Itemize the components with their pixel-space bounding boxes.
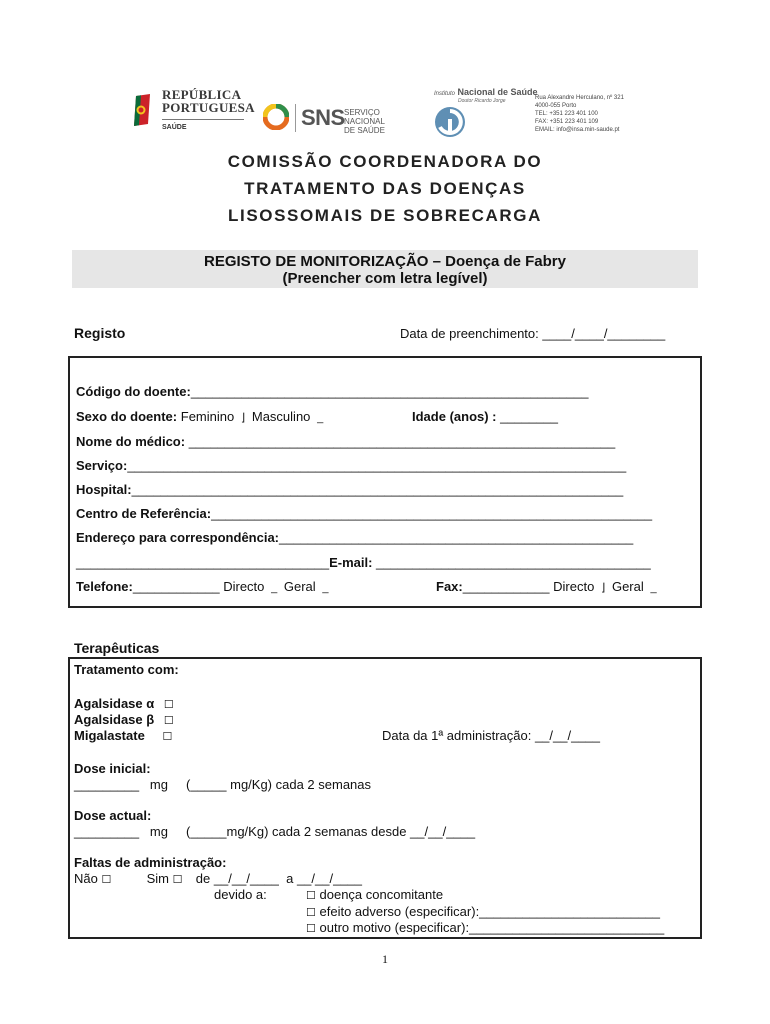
endereco-row [76,530,633,545]
republica-divider [162,119,244,120]
agalsidase-alfa-checkbox[interactable]: ☐ [163,699,174,711]
servico-label: Serviço: [76,458,128,473]
masculino-label: Masculino [251,409,311,424]
motivo-efeito-checkbox[interactable]: ☐ [306,907,316,919]
insa-prefix: Instituto [434,91,456,97]
sim-label: Sim [146,871,169,886]
contact-line: Rua Alexandre Herculano, nº 321 [535,95,624,101]
codigo-row [76,384,588,399]
nao-checkbox[interactable]: ☐ [101,874,112,886]
faltas-label: Faltas de administração: [74,855,227,870]
email-field[interactable]: ______________________________________ [376,555,651,570]
sexo-row [76,409,696,424]
telefone-geral-label: Geral [283,579,316,594]
fax-geral-label: Geral [611,579,644,594]
dose-actual-field[interactable]: _________ mg (_____mg/Kg) cada 2 semanas desde __/__/____ [74,824,476,839]
republica-line1: REPÚBLICA [162,87,242,102]
commission-title [0,148,770,229]
servico-row [76,458,626,473]
tratamento-label: Tratamento com: [74,662,179,677]
telefone-field[interactable]: ____________ [132,579,220,594]
motivo-outro-row [306,920,664,935]
periodo-field[interactable]: de __/__/____ a __/__/____ [195,871,363,886]
masculino-checkbox[interactable]: _ [314,412,324,424]
republica-portuguesa-logo [128,88,258,138]
fax-field[interactable]: ____________ [462,579,550,594]
republica-line2: PORTUGUESA [162,100,255,115]
feminino-label: Feminino [180,409,235,424]
sim-checkbox[interactable]: ☐ [172,874,183,886]
idade-label: Idade (anos) : [412,409,497,424]
telefone-label: Telefone: [76,579,133,594]
idade-field[interactable]: ________ [500,409,558,424]
fax-directo-label: Directo [553,579,595,594]
commission-line3: LISOSSOMAIS DE SOBRECARGA [228,206,542,225]
dose-actual-label: Dose actual: [74,808,152,823]
sns-logo [263,102,413,136]
sns-small-line1: SERVIÇO NACIONAL [344,108,385,126]
agalsidase-beta-label: Agalsidase β [74,712,155,727]
page-number: 1 [382,952,388,966]
terapeuticas-heading: Terapêuticas [74,640,160,656]
fax-label: Fax: [436,579,463,594]
sns-divider [295,104,296,132]
fax-geral-checkbox[interactable]: _ [647,582,657,594]
hospital-row [76,482,623,497]
header-logos [128,82,648,142]
endereco-field-2[interactable]: ___________________________________ [76,555,330,570]
hospital-field[interactable]: ____________________________________________________________________ [131,482,624,497]
agalsidase-alfa-label: Agalsidase α [74,696,155,711]
agalsidase-beta-checkbox[interactable]: ☐ [163,715,174,727]
contact-line: 4000-055 Porto [535,103,577,109]
data-administracao-field[interactable]: Data da 1ª administração: __/__/____ [382,728,601,743]
agalsidase-alfa-row [74,696,174,711]
form-title-bar [72,250,698,288]
hospital-label: Hospital: [76,482,132,497]
contact-block [535,94,624,134]
republica-sub: SAÚDE [162,124,187,131]
migalastate-row [74,728,172,743]
insa-subtitle: Doutor Ricardo Jorge [458,98,506,104]
email-row [76,555,651,570]
motivo-efeito-field[interactable]: efeito adverso (especificar):_________________________ [319,904,660,919]
insa-emblem-icon [434,106,466,138]
commission-line2: TRATAMENTO DAS DOENÇAS [244,179,526,198]
contact-line: TEL: +351 223 401 100 [535,111,598,117]
centro-field[interactable]: _____________________________________________________________ [211,506,653,521]
contact-line: EMAIL: info@insa.min-saude.pt [535,127,620,133]
sns-small-line2: DE SAÚDE [344,126,385,135]
medico-label: Nome do médico: [76,434,186,449]
motivo-doenca-checkbox[interactable]: ☐ [306,890,316,902]
faltas-row [74,871,362,886]
migalastate-label: Migalastate [74,728,145,743]
endereco-field[interactable]: _________________________________________________ [279,530,634,545]
centro-label: Centro de Referência: [76,506,212,521]
registo-box [68,356,702,608]
sns-circle-icon [263,104,289,130]
agalsidase-beta-row [74,712,174,727]
form-title: REGISTO DE MONITORIZAÇÃO – Doença de Fabry [203,253,566,270]
motivo-outro-field[interactable]: outro motivo (especificar):___________________________ [319,920,665,935]
motivo-doenca-row [306,887,443,902]
sexo-label: Sexo do doente: [76,409,178,424]
codigo-label: Código do doente: [76,384,191,399]
medico-field[interactable]: ___________________________________________________________ [188,434,616,449]
data-preenchimento-field[interactable]: Data de preenchimento: ____/____/________ [400,326,666,341]
telefone-directo-label: Directo [223,579,265,594]
servico-field[interactable]: _____________________________________________________________________ [127,458,627,473]
centro-row [76,506,652,521]
motivo-doenca-label: doença concomitante [319,887,444,902]
telefone-directo-checkbox[interactable]: _ [268,582,281,594]
dose-inicial-field[interactable]: _________ mg (_____ mg/Kg) cada 2 semanas [74,777,372,792]
insa-title: Nacional de Saúde [457,87,538,97]
telefone-row [76,579,696,594]
sns-text: SNS [301,105,345,130]
fax-directo-checkbox[interactable]: ⌋ [597,582,609,594]
form-subtitle: (Preencher com letra legível) [282,270,488,287]
terapeuticas-box [68,657,702,939]
nao-label: Não [74,871,98,886]
motivo-outro-checkbox[interactable]: ☐ [306,923,316,935]
dose-inicial-label: Dose inicial: [74,761,151,776]
commission-line1: COMISSÃO COORDENADORA DO [227,152,543,171]
endereco-label: Endereço para correspondência: [76,530,280,545]
motivo-efeito-row [306,904,660,919]
migalastate-checkbox[interactable]: ☐ [162,731,173,743]
feminino-checkbox[interactable]: ⌋ [237,412,249,424]
medico-row [76,434,615,449]
telefone-geral-checkbox[interactable]: _ [319,582,329,594]
insa-logo [434,82,544,142]
registo-heading: Registo [74,325,126,341]
email-label: E-mail: [329,555,373,570]
codigo-field[interactable]: _______________________________________________________ [190,384,589,399]
portugal-flag-icon [132,94,154,126]
contact-line: FAX: +351 223 401 109 [535,119,599,125]
devido-a-label: devido a: [214,887,267,902]
